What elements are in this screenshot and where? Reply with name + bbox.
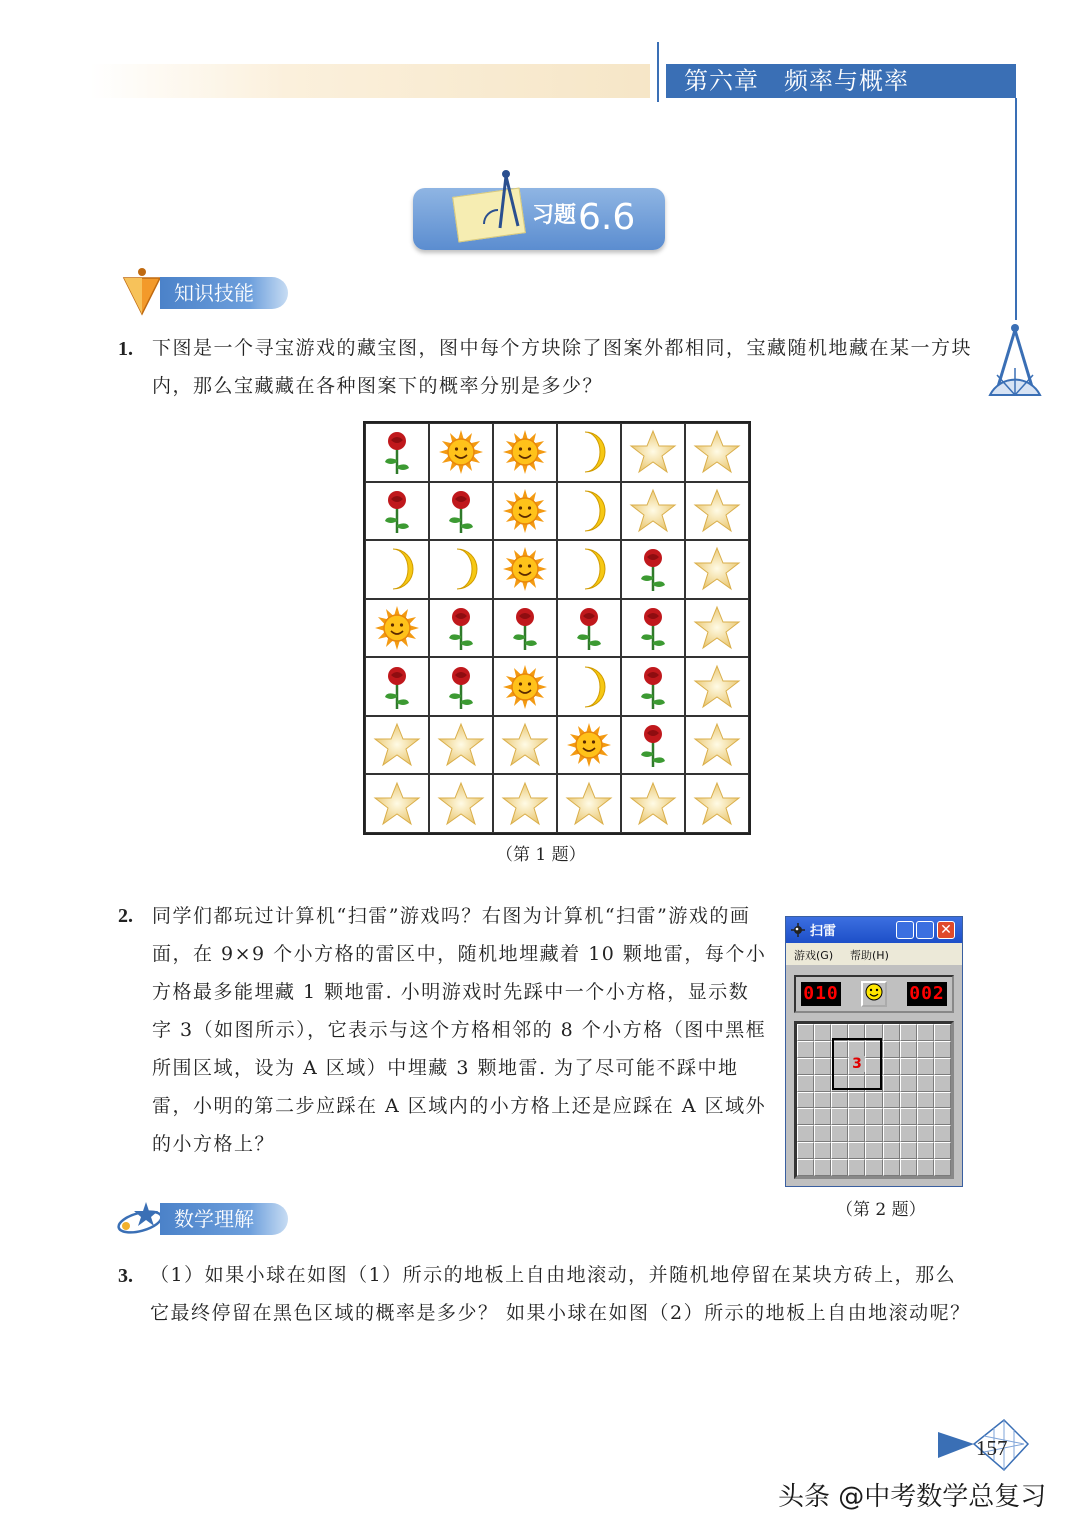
mine-cell[interactable]: [797, 1125, 814, 1142]
mine-cell[interactable]: [797, 1142, 814, 1159]
mine-cell[interactable]: [848, 1108, 865, 1125]
star-icon: [693, 487, 741, 535]
mine-cell[interactable]: [883, 1125, 900, 1142]
timer-display: 002: [907, 982, 947, 1006]
problem-number: 2.: [118, 905, 133, 927]
grid-cell: [685, 657, 749, 716]
sun-icon: [501, 663, 549, 711]
mine-cell[interactable]: [883, 1092, 900, 1109]
grid-cell: [493, 423, 557, 482]
mine-cell[interactable]: [797, 1159, 814, 1176]
menu-bar: [786, 943, 962, 965]
mine-cell[interactable]: [917, 1125, 934, 1142]
star-icon: [629, 780, 677, 828]
rose-icon: [629, 545, 677, 593]
mine-cell[interactable]: [917, 1092, 934, 1109]
section-label-understanding: 数学理解: [160, 1203, 288, 1235]
sun-icon: [565, 721, 613, 769]
grid-cell: [557, 599, 621, 658]
mine-cell[interactable]: [934, 1142, 951, 1159]
grid-cell: [429, 716, 493, 775]
section-label-skills: 知识技能: [160, 277, 288, 309]
mine-cell[interactable]: [917, 1041, 934, 1058]
moon-icon: [565, 487, 613, 535]
grid-cell: [365, 482, 429, 541]
rose-icon: [629, 721, 677, 769]
grid-cell: [365, 716, 429, 775]
mine-cell[interactable]: [883, 1024, 900, 1041]
problem-number: 3.: [118, 1265, 133, 1287]
mine-cell[interactable]: [900, 1159, 917, 1176]
rose-icon: [437, 487, 485, 535]
sun-icon: [501, 428, 549, 476]
grid-cell: [557, 716, 621, 775]
mine-cell[interactable]: [900, 1024, 917, 1041]
mine-cell[interactable]: [848, 1092, 865, 1109]
star-icon: [693, 545, 741, 593]
grid-cell: [685, 599, 749, 658]
mine-cell[interactable]: [814, 1024, 831, 1041]
mine-cell[interactable]: [814, 1108, 831, 1125]
mine-cell[interactable]: [865, 1108, 882, 1125]
star-icon: [437, 780, 485, 828]
moon-icon: [565, 545, 613, 593]
side-rule: [1015, 98, 1017, 320]
problem-text: 下图是一个寻宝游戏的藏宝图，图中每个方块除了图案外都相同，宝藏随机地藏在某一方块内，那么宝藏藏在各种图案下的概率分别是多少？: [152, 337, 973, 397]
grid-cell: [493, 657, 557, 716]
grid-cell: [493, 716, 557, 775]
mine-cell[interactable]: [900, 1041, 917, 1058]
header-divider: [657, 42, 659, 102]
mine-cell[interactable]: [917, 1058, 934, 1075]
rose-icon: [501, 604, 549, 652]
mine-cell[interactable]: [848, 1125, 865, 1142]
rose-icon: [565, 604, 613, 652]
grid-cell: [493, 599, 557, 658]
treasure-map-grid: [363, 421, 751, 835]
grid-cell: [365, 774, 429, 833]
grid-cell: [621, 423, 685, 482]
mine-cell[interactable]: [917, 1024, 934, 1041]
mine-icon: [791, 923, 805, 937]
grid-cell: [685, 716, 749, 775]
grid-cell: [429, 482, 493, 541]
grid-cell: [557, 482, 621, 541]
grid-cell: [621, 599, 685, 658]
grid-cell: [685, 774, 749, 833]
grid-cell: [621, 774, 685, 833]
mine-cell[interactable]: [900, 1058, 917, 1075]
grid-cell: [429, 423, 493, 482]
rose-icon: [373, 428, 421, 476]
rose-icon: [373, 487, 421, 535]
mine-cell[interactable]: [814, 1075, 831, 1092]
star-icon: [693, 721, 741, 769]
grid-cell: [365, 540, 429, 599]
mine-cell[interactable]: [883, 1159, 900, 1176]
smiley-face-button[interactable]: [861, 981, 887, 1007]
grid-cell: [685, 482, 749, 541]
watermark: 头条 @中考数学总复习: [778, 1482, 1047, 1512]
grid-cell: [621, 482, 685, 541]
window-title: 扫雷: [810, 924, 837, 939]
grid-cell: [365, 599, 429, 658]
grid-cell: [365, 423, 429, 482]
star-icon: [693, 663, 741, 711]
close-button[interactable]: ✕: [937, 921, 955, 939]
grid-cell: [557, 540, 621, 599]
figure-caption: （第 1 题）: [496, 845, 586, 865]
mine-cell[interactable]: [814, 1058, 831, 1075]
grid-cell: [429, 540, 493, 599]
mine-cell[interactable]: [865, 1142, 882, 1159]
mine-cell[interactable]: [848, 1142, 865, 1159]
mine-cell[interactable]: [814, 1041, 831, 1058]
star-icon: [437, 721, 485, 769]
problem-number: 1.: [118, 338, 133, 360]
rose-icon: [373, 663, 421, 711]
mine-cell[interactable]: [934, 1108, 951, 1125]
star-icon: [501, 780, 549, 828]
page-number: 157: [976, 1436, 1008, 1460]
mine-cell[interactable]: [900, 1125, 917, 1142]
moon-icon: [373, 545, 421, 593]
mine-cell[interactable]: [831, 1092, 848, 1109]
problem-text: 同学们都玩过计算机“扫雷”游戏吗？右图为计算机“扫雷”游戏的画面，在 9×9 个小方格的雷区中，随机地埋藏着 10 颗地雷，每个小方格最多能埋藏 1 颗地雷. 小明游戏时先踩中一个小方格，显示数字 3（如图所示），它表示与这个方格相邻的 8 个小方格（图中黑框所围区域，设为 A 区域）中埋藏 3 颗地雷. 为了尽可能不踩中地雷，小明的第二步应踩在 A 区域内的小方格上还是应踩在 A 区域外的小方格上？: [152, 905, 767, 1155]
grid-cell: [557, 774, 621, 833]
mine-cell[interactable]: [797, 1058, 814, 1075]
rose-icon: [629, 663, 677, 711]
pendulum-icon: [120, 266, 164, 316]
mine-cell[interactable]: [883, 1041, 900, 1058]
mine-cell[interactable]: [917, 1108, 934, 1125]
moon-icon: [437, 545, 485, 593]
mine-cell[interactable]: [814, 1092, 831, 1109]
grid-cell: [557, 423, 621, 482]
grid-cell: [557, 657, 621, 716]
star-icon: [693, 604, 741, 652]
grid-cell: [493, 540, 557, 599]
mine-cell[interactable]: [917, 1142, 934, 1159]
star-icon: [629, 487, 677, 535]
mine-cell[interactable]: [900, 1092, 917, 1109]
exercise-number: 6.6: [578, 197, 636, 238]
problem-text: （1）如果小球在如图（1）所示的地板上自由地滚动，并随机地停留在某块方砖上，那么它最终停留在黑色区域的概率是多少？ 如果小球在如图（2）所示的地板上自由地滚动呢？: [150, 1264, 971, 1324]
mine-cell[interactable]: [848, 1159, 865, 1176]
mine-cell[interactable]: [831, 1142, 848, 1159]
exercise-badge-label: 习题: [532, 203, 577, 228]
mine-cell[interactable]: [797, 1024, 814, 1041]
minesweeper-window: [785, 916, 963, 1187]
mine-cell[interactable]: [917, 1075, 934, 1092]
compass-icon: [985, 320, 1045, 400]
mine-cell[interactable]: [814, 1125, 831, 1142]
star-icon: [693, 428, 741, 476]
mine-cell[interactable]: [900, 1075, 917, 1092]
grid-cell: [621, 657, 685, 716]
menu-help[interactable]: 帮助(H): [850, 949, 889, 962]
mine-cell[interactable]: [934, 1075, 951, 1092]
compass-icon: [470, 166, 530, 246]
sun-icon: [437, 428, 485, 476]
mine-cell[interactable]: [797, 1092, 814, 1109]
grid-cell: [621, 540, 685, 599]
star-icon: [629, 428, 677, 476]
mine-cell[interactable]: [797, 1041, 814, 1058]
grid-cell: [685, 423, 749, 482]
menu-game[interactable]: 游戏(G): [794, 949, 834, 962]
mine-cell[interactable]: [797, 1108, 814, 1125]
rose-icon: [437, 663, 485, 711]
minimize-button[interactable]: [896, 921, 914, 939]
figure-caption: （第 2 题）: [836, 1200, 926, 1220]
star-icon: [373, 721, 421, 769]
mine-cell[interactable]: [814, 1142, 831, 1159]
mine-cell[interactable]: [883, 1058, 900, 1075]
mine-cell[interactable]: [814, 1159, 831, 1176]
rose-icon: [629, 604, 677, 652]
mine-counter: 010: [801, 982, 841, 1006]
rose-icon: [437, 604, 485, 652]
mine-cell[interactable]: [934, 1092, 951, 1109]
mine-cell[interactable]: [934, 1125, 951, 1142]
mine-cell[interactable]: [883, 1142, 900, 1159]
chapter-title: 第六章 频率与概率: [666, 64, 1016, 98]
moon-icon: [565, 428, 613, 476]
grid-cell: [429, 774, 493, 833]
sun-icon: [501, 487, 549, 535]
mine-cell[interactable]: [883, 1108, 900, 1125]
sun-icon: [373, 604, 421, 652]
grid-cell: [685, 540, 749, 599]
mine-cell[interactable]: [883, 1075, 900, 1092]
mine-cell[interactable]: [934, 1041, 951, 1058]
mine-cell[interactable]: [831, 1159, 848, 1176]
revealed-cell-number: 3: [849, 1056, 865, 1072]
header-band: [90, 64, 650, 98]
mine-cell[interactable]: [934, 1024, 951, 1041]
mine-cell[interactable]: [934, 1159, 951, 1176]
mine-cell[interactable]: [865, 1159, 882, 1176]
mine-cell[interactable]: [865, 1125, 882, 1142]
grid-cell: [621, 716, 685, 775]
window-titlebar[interactable]: [786, 917, 962, 943]
mine-cell[interactable]: [934, 1058, 951, 1075]
mine-cell[interactable]: [831, 1108, 848, 1125]
maximize-button[interactable]: [916, 921, 934, 939]
star-icon: [565, 780, 613, 828]
mine-cell[interactable]: [917, 1159, 934, 1176]
mine-cell[interactable]: [900, 1142, 917, 1159]
star-icon: [373, 780, 421, 828]
grid-cell: [493, 482, 557, 541]
star-icon: [501, 721, 549, 769]
sun-icon: [501, 545, 549, 593]
star-icon: [693, 780, 741, 828]
moon-icon: [565, 663, 613, 711]
mine-cell[interactable]: [797, 1075, 814, 1092]
smiley-icon: [865, 983, 883, 1001]
status-panel: [794, 975, 954, 1013]
mine-cell[interactable]: [831, 1125, 848, 1142]
grid-cell: [365, 657, 429, 716]
grid-cell: [493, 774, 557, 833]
mine-cell[interactable]: [900, 1108, 917, 1125]
mine-cell[interactable]: [865, 1092, 882, 1109]
grid-cell: [429, 657, 493, 716]
grid-cell: [429, 599, 493, 658]
